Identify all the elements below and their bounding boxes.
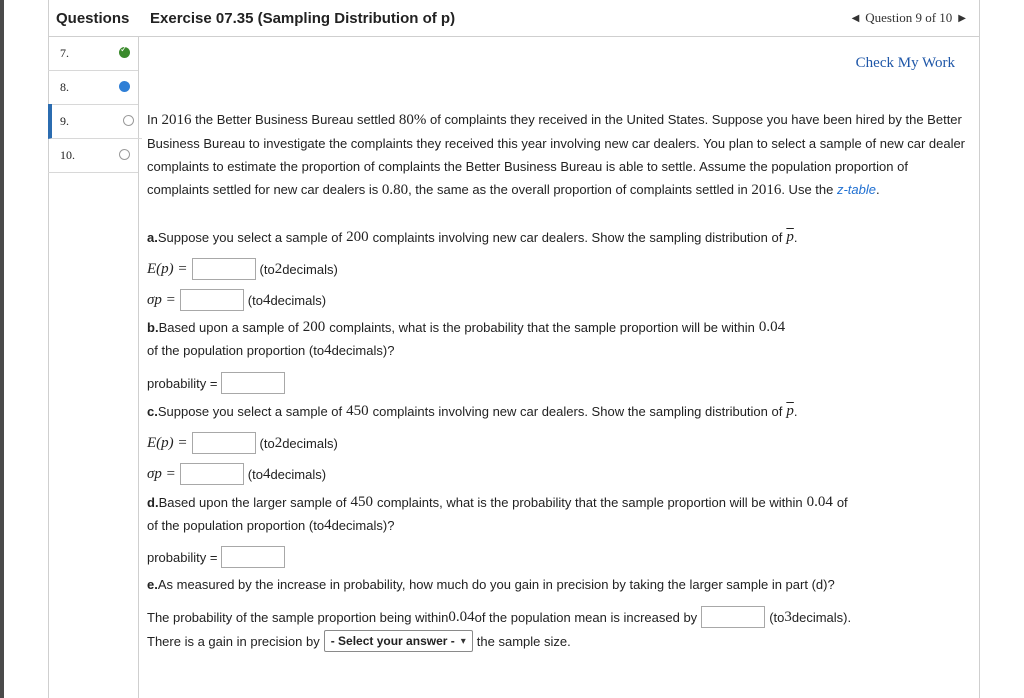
question-navigator [852,10,966,26]
part-text: of the population proportion (to [147,518,325,533]
empty-circle-icon [123,115,134,126]
part-c-expected-input[interactable] [192,432,256,454]
part-c-question: c. Suppose you select a sample of 450 complaints involving new car dealers. Show the sampling distribution of $\overline{p}$ . [147,403,798,419]
sample-size: 200 [302,319,326,335]
window-left-edge [0,0,4,698]
part-text: of the population mean is increased by [474,609,698,625]
part-a-expected-row [147,258,338,280]
questions-heading: Questions [56,10,130,27]
std-error-label: σp = [147,291,176,308]
part-b-question-line2 [147,342,394,359]
part-text: Based upon the larger sample of [158,495,347,510]
intro-text: the Better Business Bureau settled [191,112,399,127]
part-text: complaints, what is the probability that the sample proportion will be within [376,495,803,510]
part-text: There is a gain in precision by [147,633,320,649]
part-d-question: d. Based upon the larger sample of 450 complaints, what is the probability that the sample proportion will be within 0.04 of [147,494,848,510]
part-label: d. [147,495,159,510]
decimals-count: 4 [262,465,271,482]
p-bar-symbol: $\overline{p}$ [786,229,794,245]
part-a-question: a. Suppose you select a sample of 200 complaints involving new car dealers. Show the sampling distribution of $\overline{p}$ . [147,229,798,245]
part-text: complaints involving new car dealers. Show the sampling distribution of [372,404,783,419]
probability-label: probability = [147,549,218,565]
part-c-stddev-row [147,463,326,485]
part-text: decimals)? [331,343,395,358]
decimals-hint: (to [247,292,263,308]
part-d-question-line2 [147,517,394,534]
decimals-count: 2 [274,434,283,451]
part-e-gain-row [147,630,571,652]
decimals-count: 2 [274,260,283,277]
empty-circle-icon [119,149,130,160]
sidebar-item-question-9[interactable] [48,104,142,139]
current-dot-icon [119,81,130,92]
part-text: of the population proportion (to [147,343,325,358]
part-b-probability-input[interactable] [221,372,285,394]
part-label: c. [147,404,158,419]
question-number: 10. [60,148,75,162]
part-text: Suppose you select a sample of [157,230,343,245]
question-number: 9. [60,114,69,128]
part-b-probability-row [147,372,285,394]
intro-text: . Use the [781,182,837,197]
intro-text: In [147,112,162,127]
z-table-link[interactable]: z-table [836,182,876,197]
part-e-increase-input[interactable] [701,606,765,628]
p-bar-symbol: $\overline{p}$ [786,403,794,419]
part-text: Suppose you select a sample of [157,404,343,419]
part-c-expected-row [147,432,338,454]
sidebar-item-question-10[interactable] [48,138,138,173]
chevron-down-icon: ▾ [460,635,466,647]
percent-value: 80% [398,112,427,128]
part-d-probability-input[interactable] [221,546,285,568]
part-text: complaints, what is the probability that the sample proportion will be within [329,320,755,335]
std-error-label: σp = [147,465,176,482]
part-a-expected-input[interactable] [192,258,256,280]
sidebar-item-question-7[interactable] [48,36,138,71]
part-e-question [147,577,835,592]
intro-text: of complaints they received in the United States. Suppose you have been hired by the Better Business Bureau to investigate the complaints they received this year involving new car dealers. You plan to select a sample of new car dealer complaints to estimate the proportion of complaints the Better Business Bureau is able to settle. Assume the population proportion of complaints settled for new car dealers is [147,112,966,197]
decimals-hint: decimals) [282,435,338,451]
gain-precision-select[interactable] [324,630,473,652]
part-text: complaints involving new car dealers. Show the sampling distribution of [372,230,783,245]
part-text: decimals)? [331,518,395,533]
expected-value-label: E(p) = [147,434,188,451]
margin-value: 0.04 [806,494,833,510]
exercise-title: Exercise 07.35 (Sampling Distribution of p) [150,10,456,27]
proportion-value: 0.80 [381,182,409,198]
previous-question-icon[interactable]: ◀ [851,12,860,24]
year-value: 2016 [751,182,782,198]
sample-size: 450 [350,494,373,510]
probability-label: probability = [147,375,218,391]
part-d-probability-row [147,546,285,568]
decimals-count: 4 [324,517,332,533]
decimals-hint: decimals) [270,466,327,482]
sample-size: 200 [346,229,369,245]
question-number: 7. [60,46,69,60]
intro-paragraph [147,108,972,202]
part-label: b. [147,320,159,335]
part-label: e. [147,577,158,592]
sidebar-item-question-8[interactable] [48,70,138,105]
year-value: 2016 [161,112,192,128]
decimals-hint: (to [247,466,263,482]
decimals-count: 3 [784,608,792,625]
part-c-stddev-input[interactable] [180,463,244,485]
part-a-stddev-input[interactable] [180,289,244,311]
part-text: The probability of the sample proportion being within [147,609,449,625]
decimals-hint: (to [769,609,785,625]
question-content [147,108,972,649]
intro-text: . [876,182,880,197]
margin-value: 0.04 [758,319,786,335]
intro-text: , the same as the overall proportion of complaints settled in [408,182,752,197]
part-a-stddev-row [147,289,326,311]
expected-value-label: E(p) = [147,260,188,277]
decimals-hint: decimals) [270,292,327,308]
next-question-icon[interactable]: ▶ [958,12,966,24]
decimals-hint: (to [259,261,275,277]
decimals-hint: decimals) [282,261,338,277]
sample-size: 450 [346,403,369,419]
part-b-question [147,319,785,336]
margin-value: 0.04 [448,608,475,625]
select-value: - Select your answer - [330,634,455,648]
part-text: the sample size. [476,633,571,649]
part-e-increase-row [147,606,851,628]
decimals-count: 4 [324,342,332,358]
part-text: As measured by the increase in probability, how much do you gain in precision by taking the larger sample in part (d)? [157,577,835,592]
decimals-hint: (to [259,435,275,451]
question-position: Question 9 of 10 [865,10,953,25]
question-number: 8. [60,80,69,94]
part-text: Based upon a sample of [158,320,299,335]
check-my-work-link[interactable]: Check My Work [855,55,955,71]
decimals-hint: decimals). [791,609,852,625]
question-sidebar [48,36,139,698]
complete-check-icon [119,47,130,58]
decimals-count: 4 [262,291,271,308]
part-label: a. [147,230,158,245]
